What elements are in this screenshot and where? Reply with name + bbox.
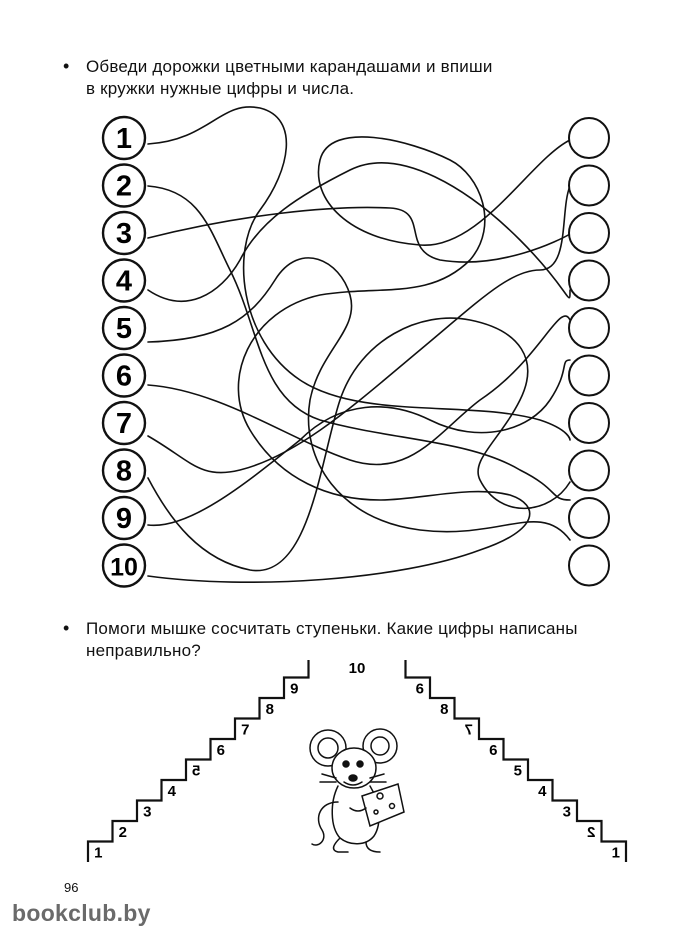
watermark: bookclub.by [12, 900, 151, 926]
task2-instruction [86, 618, 646, 662]
task1-instruction [86, 56, 606, 100]
answer-circle[interactable] [569, 166, 609, 206]
task2-line1: Помоги мышке сосчитать ступеньки. Какие цифры написаны [86, 619, 578, 638]
step-number: 4 [538, 783, 547, 800]
answer-circle[interactable] [569, 546, 609, 586]
step-number: 2 [118, 824, 127, 841]
answer-circle[interactable] [569, 356, 609, 396]
step-number: 9 [290, 680, 299, 698]
number-label: 8 [115, 455, 133, 488]
step-number: 7 [464, 721, 473, 739]
number-label: 2 [115, 170, 133, 203]
answer-circle[interactable] [569, 403, 609, 443]
answer-circle[interactable] [569, 118, 609, 158]
step-number: 1 [94, 844, 103, 862]
task1-line1: Обведи дорожки цветными карандашами и впиши [86, 57, 493, 76]
answer-circle[interactable] [569, 498, 609, 538]
task1-bullet: • [63, 56, 70, 76]
step-number: 3 [562, 803, 571, 821]
step-number: 5 [192, 762, 201, 780]
number-label: 6 [115, 360, 133, 393]
task2-line2: неправильно? [86, 641, 201, 660]
step-number: 5 [513, 762, 522, 780]
step-number: 3 [143, 803, 152, 821]
tangled-paths-maze [0, 100, 700, 600]
answer-circle[interactable] [569, 308, 609, 348]
number-label: 4 [115, 265, 133, 298]
step-number: 1 [611, 844, 620, 862]
task1-line2: в кружки нужные цифры и числа. [86, 79, 355, 98]
page-number: 96 [64, 880, 79, 895]
number-label: 1 [115, 123, 133, 155]
number-label: 9 [115, 503, 133, 535]
number-label: 5 [115, 313, 133, 345]
step-number: 6 [489, 742, 498, 759]
answer-circle[interactable] [569, 451, 609, 491]
number-label: 7 [115, 408, 133, 440]
answer-circle[interactable] [569, 261, 609, 301]
step-number: 6 [216, 742, 225, 759]
step-number: 8 [265, 701, 274, 718]
step-number: 8 [440, 701, 449, 718]
mouse-with-cheese-illustration [300, 722, 410, 862]
step-number: 2 [587, 824, 596, 841]
answer-circle[interactable] [569, 213, 609, 253]
number-label: 10 [110, 553, 138, 582]
task2-bullet: • [63, 618, 70, 638]
number-label: 3 [115, 218, 133, 250]
step-number: 7 [241, 721, 250, 739]
step-number: 4 [167, 783, 176, 800]
step-number: 10 [348, 660, 366, 677]
step-number: 6 [415, 680, 424, 698]
